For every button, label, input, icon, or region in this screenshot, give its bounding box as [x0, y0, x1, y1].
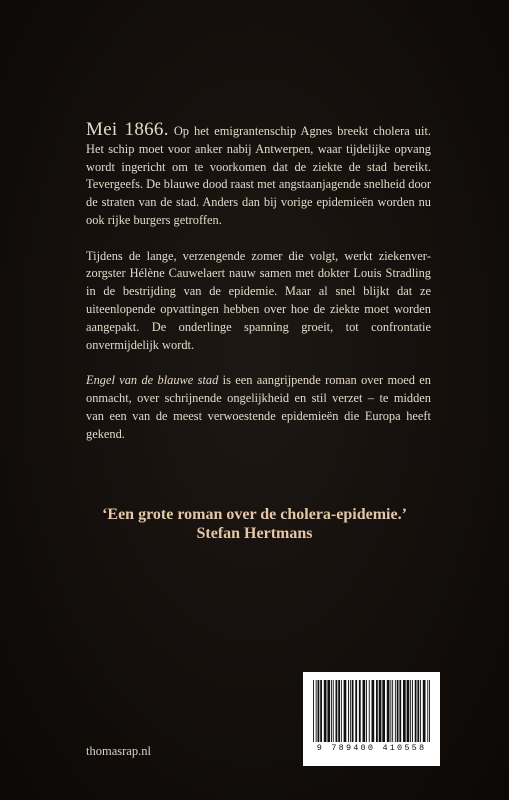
- quote-text: ‘Een grote roman over de cholera-epidemie.’: [102, 506, 407, 523]
- isbn-digits: 9 789400 410558: [316, 743, 427, 753]
- blurb-paragraph-1-text: Op het emigrantenschip Agnes breekt cholera uit. Het schip moet voor anker nabij Antwerpen, waar tijdelijke opvang wordt ingericht om te voorkomen dat de ziekte de stad bereikt. Tevergeefs. De blauwe dood raast met angstaanjagende snelheid door de straten van de stad. Anders dan bij vorige epidemieën worden nu ook rijke burgers getroffen.: [86, 124, 431, 227]
- quote-author: Stefan Hertmans: [196, 525, 313, 542]
- blurb-paragraph-3: [86, 372, 431, 443]
- blurb-paragraph-3-text: is een aangrijpende roman over moed en onmacht, over schrijnende ongelijkheid en stil verzet – te midden van een van de meest verwoestende epidemieën die Europa heeft gekend.: [86, 373, 431, 441]
- review-quote: [0, 505, 509, 543]
- publisher-url: thomasrap.nl: [86, 744, 151, 758]
- blurb-paragraph-1: [86, 121, 431, 230]
- barcode-icon: [311, 680, 432, 742]
- blurb-paragraph-2: Tijdens de lange, verzengende zomer die volgt, werkt ziekenverzorgster Hélène Cauwelaert nauw samen met dokter Louis Stradling in de bestrijding van de epidemie. Maar al snel blijkt dat ze uiteenlopende opvattingen hebben over hoe de ziekte moet worden aangepakt. De onderlinge spanning groeit, tot confrontatie onvermijdelijk wordt.: [86, 248, 431, 352]
- blurb-text: [86, 121, 431, 461]
- isbn-barcode: [303, 672, 440, 766]
- book-title-italic: Engel van de blauwe stad: [86, 373, 219, 388]
- blurb-lead-date: Mei 1866.: [86, 119, 169, 140]
